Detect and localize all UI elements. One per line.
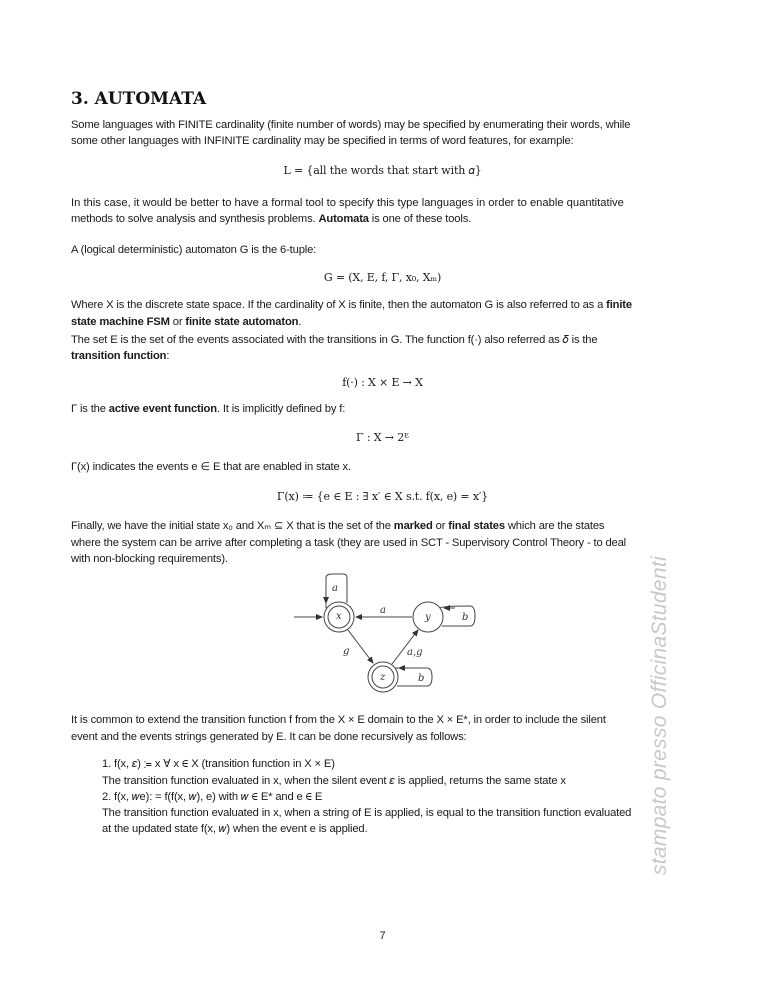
bold-term: active event function [108, 403, 217, 415]
formula-f: f(·) : X × E → X [342, 376, 423, 389]
automaton-diagram [280, 570, 500, 695]
text: Where X is the discrete state space. If the cardinality of X is finite, then the automaton G is also referred to as a [71, 299, 607, 311]
paragraph-line [71, 402, 345, 416]
edge-label: b [418, 673, 425, 684]
edge-label: a [332, 583, 338, 594]
text: or [169, 316, 186, 328]
self-loop-y [440, 606, 475, 626]
text: or [432, 520, 449, 532]
text: . It is implicitly defined by f: [216, 403, 346, 415]
paragraph-line: with non-blocking requirements). [71, 553, 228, 565]
bold-term: Automata [318, 213, 369, 225]
text: . [298, 316, 302, 328]
formula-gamma: Γ : X → 2ᴱ [356, 431, 409, 444]
text: which are the states [504, 520, 605, 532]
paragraph-line [71, 519, 604, 533]
paragraph-line [71, 212, 471, 226]
text: is one of these tools. [368, 213, 472, 225]
edge-x-z [348, 630, 373, 663]
bold-term: finite state automaton [185, 316, 299, 328]
paragraph-line [71, 298, 632, 312]
paragraph-line: event and the events strings generated by E. It can be done recursively as follows: [71, 731, 467, 743]
paragraph-line: some other languages with INFINITE cardinality may be specified in terms of word features, for example: [71, 135, 574, 147]
watermark: stampato presso OfficinaStudenti [648, 556, 671, 875]
bold-term: transition function [71, 350, 167, 362]
edge-label: b [462, 612, 469, 623]
edge-label: g [343, 646, 350, 657]
paragraph-line: In this case, it would be better to have a formal tool to specify this type languages in order to enable quantitative [71, 197, 624, 209]
list-item: 2. f(x, 𝑤e): = f(f(x, 𝑤), e) with 𝑤 ∈ E* and e ∈ E [102, 791, 323, 803]
page-number: 7 [379, 930, 386, 942]
paragraph-line: where the system can be arrive after completing a task (they are used in SCT - Supervisory Control Theory - to deal [71, 537, 627, 549]
list-item: The transition function evaluated in x, when the silent event 𝜀 is applied, returns the same state x [102, 775, 566, 787]
label-z: z [380, 672, 386, 683]
formula-G: G = (X, E, f, Γ, x₀, Xₘ) [323, 271, 442, 284]
list-item: at the updated state f(x, 𝑤) when the event e is applied. [102, 823, 368, 835]
paragraph-line [71, 349, 169, 363]
formula-L: L = {all the words that start with 𝛼} [283, 164, 482, 177]
edge-label: a,g [407, 647, 423, 658]
list-item: 1. f(x, 𝜀) ≔ x ∀ x ∈ X (transition function in X × E) [102, 758, 335, 770]
text: methods to solve analysis and synthesis problems. [71, 213, 319, 225]
self-loop-z [395, 668, 432, 686]
section-heading: 3. AUTOMATA [71, 89, 207, 109]
paragraph-line: A (logical deterministic) automaton G is the 6-tuple: [71, 244, 317, 256]
text: Γ is the [71, 403, 109, 415]
text: Finally, we have the initial state x₀ and Xₘ ⊆ X that is the set of the [71, 520, 394, 532]
label-y: y [425, 612, 431, 623]
edge-label: a [380, 605, 386, 616]
paragraph-line: The set E is the set of the events associated with the transitions in G. The function f(·) also referred as 𝛿 is the [71, 334, 598, 346]
paragraph-line: Γ(x) indicates the events e ∈ E that are enabled in state x. [71, 461, 351, 473]
bold-term: state machine FSM [71, 316, 170, 328]
list-item: The transition function evaluated in x, when a string of E is applied, is equal to the transition function evaluated [102, 807, 632, 819]
label-x: x [336, 611, 342, 622]
bold-term: marked [393, 520, 433, 532]
paragraph-line [71, 315, 301, 329]
bold-term: final states [448, 520, 505, 532]
text: : [166, 350, 170, 362]
paragraph-line: Some languages with FINITE cardinality (finite number of words) may be specified by enumerating their words, while [71, 119, 631, 131]
bold-term: finite [606, 299, 632, 311]
formula-gamma-x: Γ(x) ≔ {e ∈ E : ∃ x′ ∈ X s.t. f(x, e) = x′} [276, 490, 489, 503]
paragraph-line: It is common to extend the transition function f from the X × E domain to the X × E*, in order to include the silent [71, 714, 606, 726]
